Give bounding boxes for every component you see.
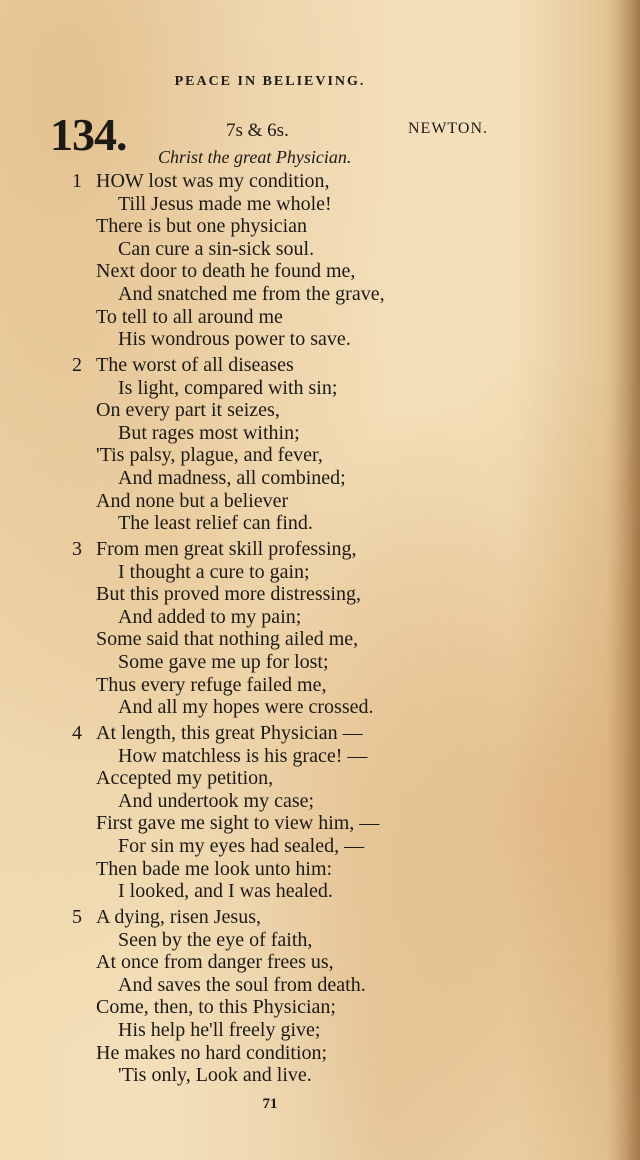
stanza-number: 5 <box>72 906 82 928</box>
verse-line: And saves the soul from death. <box>118 973 366 996</box>
verse-line: He makes no hard condition; <box>96 1041 328 1064</box>
verse-line: And none but a believer <box>96 489 289 512</box>
verse-line: I looked, and I was healed. <box>118 880 333 903</box>
verse-line: And added to my pain; <box>118 605 302 628</box>
verse-line: Thus every refuge failed me, <box>96 673 327 696</box>
verse-line: There is but one physician <box>96 215 308 238</box>
verse-line: And all my hopes were crossed. <box>118 696 374 719</box>
verse-line: First gave me sight to view him, — <box>96 812 380 835</box>
verse-line: Can cure a sin-sick soul. <box>118 237 315 260</box>
verse-line: And undertook my case; <box>118 789 315 812</box>
verse-line: HOW lost was my condition, <box>96 170 330 192</box>
stanza <box>96 722 516 903</box>
verse-line: A dying, risen Jesus, <box>96 906 261 928</box>
verse-line: 'Tis only, Look and live. <box>118 1064 312 1087</box>
hymn-subtitle: Christ the great Physician. <box>158 147 352 167</box>
stanza <box>96 354 516 535</box>
verse-line: His help he'll freely give; <box>118 1018 321 1041</box>
verse-line: How matchless is his grace! — <box>118 744 368 767</box>
verse-line: But rages most within; <box>118 421 300 444</box>
stanza-number: 1 <box>72 170 82 192</box>
verse-line: I thought a cure to gain; <box>118 560 310 583</box>
verse-line: To tell to all around me <box>96 305 283 328</box>
verse-line: And snatched me from the grave, <box>118 282 385 305</box>
verse-line: Accepted my petition, <box>96 767 274 790</box>
verse-line: Seen by the eye of faith, <box>118 928 313 951</box>
verse-line: And madness, all combined; <box>118 466 346 489</box>
page-number: 71 <box>262 1096 278 1112</box>
verse-line: 'Tis palsy, plague, and fever, <box>96 444 323 467</box>
stanza-number: 2 <box>72 354 82 376</box>
hymn-meter: 7s & 6s. <box>226 120 289 141</box>
verse-line: At length, this great Physician — <box>96 722 363 744</box>
verse-line: His wondrous power to save. <box>118 328 351 351</box>
verse-line: Then bade me look unto him: <box>96 857 333 880</box>
page-gutter-shadow <box>606 0 640 1160</box>
running-head: PEACE IN BELIEVING. <box>174 74 366 89</box>
hymn-number: 134. <box>50 109 127 160</box>
verse-line: Come, then, to this Physician; <box>96 996 336 1019</box>
verse-line: Next door to death he found me, <box>96 260 356 283</box>
verse-line: For sin my eyes had sealed, — <box>118 834 365 857</box>
verse-line: From men great skill professing, <box>96 538 357 560</box>
verse-line: Till Jesus made me whole! <box>118 192 332 215</box>
verse-line: Some gave me up for lost; <box>118 650 329 673</box>
verse-line: The least relief can find. <box>118 512 313 535</box>
stanza <box>96 538 516 719</box>
verse-line: On every part it seizes, <box>96 399 280 422</box>
verse-line: The worst of all diseases <box>96 354 294 376</box>
stanza <box>96 170 516 351</box>
verse-line: Some said that nothing ailed me, <box>96 628 359 651</box>
stanza-number: 4 <box>72 722 82 744</box>
hymn-author: NEWTON. <box>408 120 489 137</box>
verse-line: But this proved more distressing, <box>96 583 361 606</box>
stanza-number: 3 <box>72 538 82 560</box>
stanza <box>96 906 516 1087</box>
verse-line: Is light, compared with sin; <box>118 376 338 399</box>
verse-line: At once from danger frees us, <box>96 951 334 974</box>
